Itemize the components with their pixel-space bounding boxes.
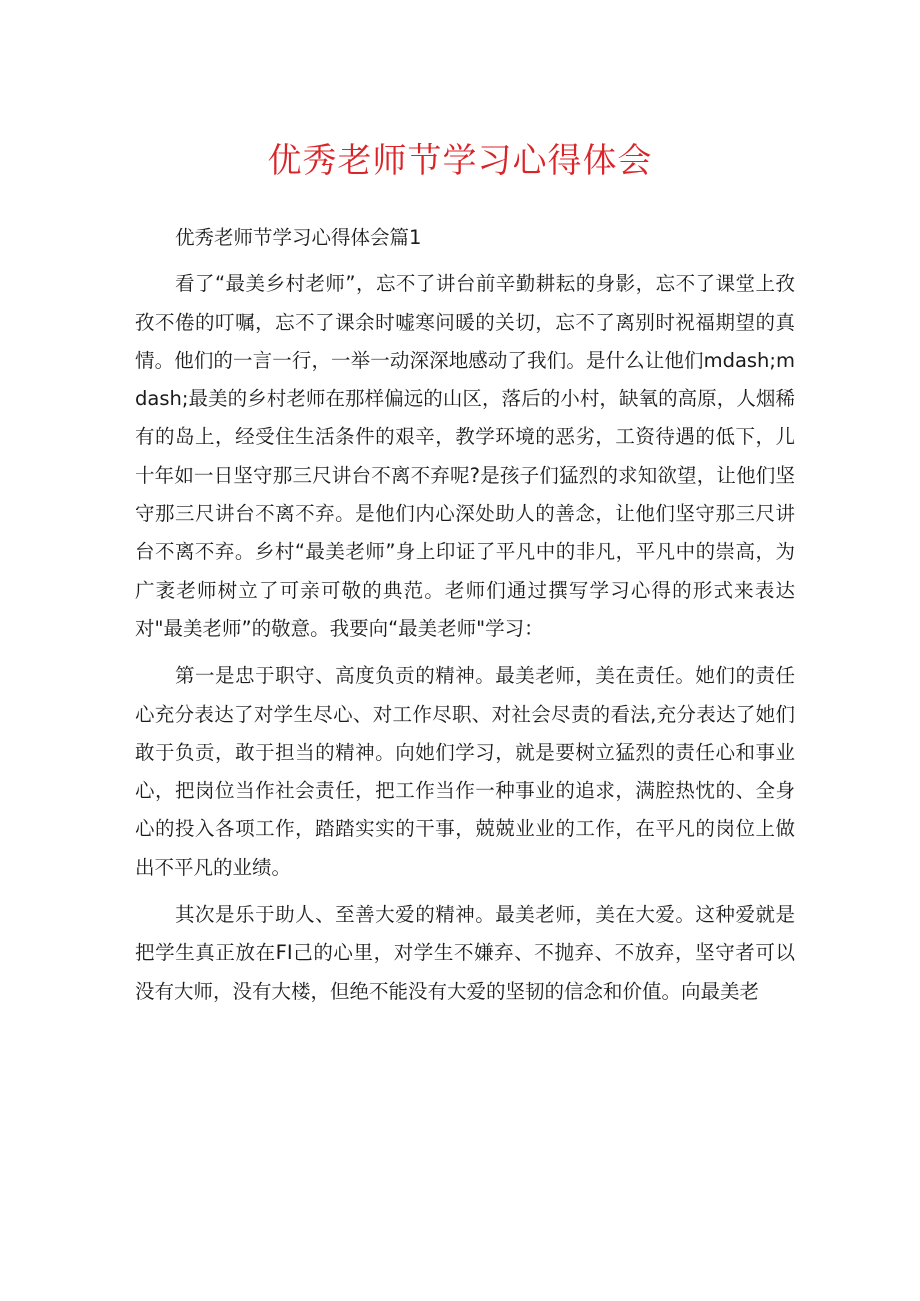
paragraph-3: 其次是乐于助人、至善大爱的精神。最美老师，美在大爱。这种爱就是把学生真正放在FI己的心里，对学生不嫌弃、不抛弃、不放弃，坚守者可以没有大师，没有大楼，但绝不能没有大爱的坚韧的信念和价值。向最美老: [135, 903, 795, 1003]
paragraph-2: 第一是忠于职守、高度负贡的精神。最美老师，美在责任。她们的责任心充分表达了对学生尽心、对工作尽职、对社会尽责的看法,充分表达了她们敢于负贡，敢于担当的精神。向她们学习，就是要树立猛烈的责任心和事业心，把岗位当作社会责任，把工作当作一种事业的追求，满腔热忱的、全身心的投入各项工作，踏踏实实的干事，兢兢业业的工作，在平凡的岗位上做出不平凡的业绩。: [135, 664, 795, 879]
document-body: [135, 219, 795, 1011]
section-heading: 优秀老师节学习心得体会篇1: [175, 226, 422, 249]
document-title: 优秀老师节学习心得体会: [267, 141, 653, 181]
paragraph-1: 看了“最美乡村老师”，忘不了讲台前辛勤耕耘的身影，忘不了课堂上孜孜不倦的叮嘱，忘不了课余时嘘寒问暖的关切，忘不了离别时祝福期望的真情。他们的一言一行，一举一动深深地感动了我们。是什么让他们mdash;mdash;最美的乡村老师在那样偏远的山区，落后的小村，缺氧的高原，人烟稀有的岛上，经受住生活条件的艰辛，教学环境的恶劣，工资待遇的低下，儿十年如一日坚守那三尺讲台不离不弃呢?是孩子们猛烈的求知欲望，让他们坚守那三尺讲台不离不弃。是他们内心深处助人的善念，让他们坚守那三尺讲台不离不弃。乡村“最美老师”身上印证了平凡中的非凡，平凡中的崇高，为广袤老师树立了可亲可敬的典范。老师们通过撰写学习心得的形式来表达对"最美老师”的敬意。我要向“最美老师"学习：: [135, 272, 795, 640]
